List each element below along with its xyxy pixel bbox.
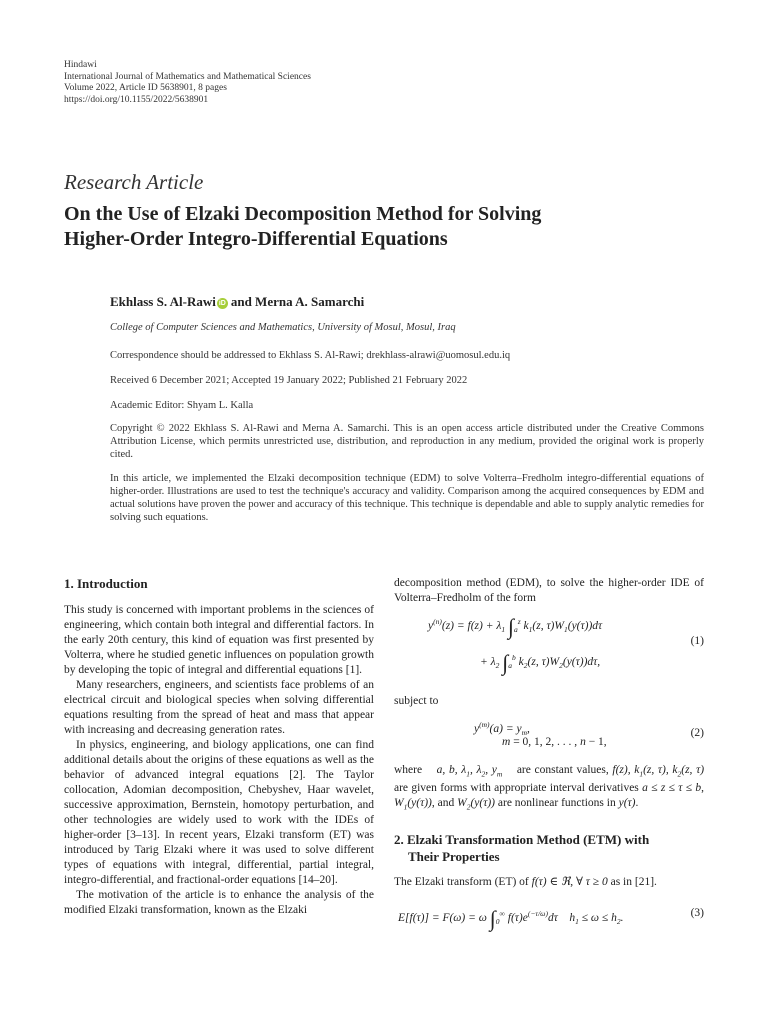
title-line-2: Higher-Order Integro-Differential Equations bbox=[64, 228, 448, 250]
et-intro-text-2: as in [21]. bbox=[610, 875, 657, 888]
et-intro: The Elzaki transform (ET) of f(τ) ∈ ℜ, ∀ τ ≥ 0 as in [21]. bbox=[394, 875, 657, 888]
authors bbox=[110, 294, 364, 310]
et-intro-text: The Elzaki transform (ET) of bbox=[394, 875, 529, 888]
edm-paragraph: decomposition method (EDM), to solve the higher-order IDE of Volterra–Fredholm of the form bbox=[394, 577, 704, 604]
where-text-1: are constant values, bbox=[516, 764, 609, 776]
subject-to-label: subject to bbox=[394, 695, 439, 707]
academic-editor: Academic Editor: Shyam L. Kalla bbox=[110, 400, 254, 411]
where-text-3: are nonlinear functions in bbox=[497, 797, 616, 810]
author-rest[interactable]: and Merna A. Samarchi bbox=[230, 294, 365, 309]
article-title bbox=[64, 202, 704, 252]
intro-paragraph-3: In physics, engineering, and biology applications, one can find additional details about the origins of these equations as well as the behavior of advanced integral equations [2]. The Taylor collocation, Adomian decomposition, Chebyshev, Haar wavelet, successive approximation, Bernstein, homotopy perturbation, and other technologies are widely used to work with the IDEs of higher-order [3–13]. In recent years, Elzaki transform (ET) was introduced by Tarig Elzaki where it was used to solve different types of equations with integral, differential, partial integral, integro-differential, and fractional-order equations [14–20]. bbox=[64, 739, 374, 886]
equation-3: E[f(τ)] = F(ω) = ω $\int_0^\infty$ $f(\tau)e^{(-\tau/\omega)}d\tau$ $h_1 \le \omega \le h_2$. (3) bbox=[398, 905, 704, 931]
abstract: In this article, we implemented the Elzaki decomposition technique (EDM) to solve Volterra–Fredholm integro-differential equations of higher-order. Illustrations are used to test the technique's accuracy and validity. Comparison among the acquired consequences by EDM and actual solutions have proven the power and accuracy of this technique. This technique is dependable and able to supply analytic remedies for solving such equations. bbox=[110, 473, 704, 523]
title-line-1: On the Use of Elzaki Decomposition Method for Solving bbox=[64, 203, 542, 225]
intro-paragraph-4: The motivation of the article is to enhance the analysis of the modified Elzaki transformation, known as the Elzaki bbox=[64, 889, 374, 916]
dates: Received 6 December 2021; Accepted 19 January 2022; Published 21 February 2022 bbox=[110, 375, 468, 386]
doi-link[interactable]: https://doi.org/10.1155/2022/5638901 bbox=[64, 94, 209, 105]
orcid-icon[interactable]: iD bbox=[218, 300, 226, 307]
affiliation: College of Computer Sciences and Mathematics, University of Mosul, Mosul, Iraq bbox=[110, 322, 456, 333]
publisher: Hindawi bbox=[64, 60, 97, 70]
equation-3-number: (3) bbox=[690, 906, 704, 919]
article-type: Research Article bbox=[64, 170, 204, 194]
intro-paragraph-1: This study is concerned with important problems in the sciences of engineering, which contain both integral and differential factors. In the early 20th century, this kind of equation was first presented by Volterra, where he studied genetic influences on population growth by developing the topic of integral and differential equations [1]. bbox=[64, 604, 374, 676]
author-first[interactable]: Ekhlass S. Al-Rawi bbox=[110, 294, 216, 309]
equation-2: $y^{(m)}(a) = y_m$, m = 0, 1, 2, . . . , n − 1, (2) bbox=[474, 720, 704, 748]
correspondence: Correspondence should be addressed to Ekhlass S. Al-Rawi; drekhlass-alrawi@uomosul.edu.iq bbox=[110, 350, 511, 361]
journal-header bbox=[64, 60, 311, 106]
section-2-line-1: 2. Elzaki Transformation Method (ETM) with bbox=[394, 831, 650, 847]
where-text-2: are given forms with appropriate interval derivatives bbox=[394, 782, 639, 795]
copyright: Copyright © 2022 Ekhlass S. Al-Rawi and Merna A. Samarchi. This is an open access article distributed under the Creative Commons Attribution License, which permits unrestricted use, distribution, and reproduction in any medium, provided the original work is properly cited. bbox=[110, 423, 704, 460]
section-heading-introduction: 1. Introduction bbox=[64, 576, 148, 591]
section-heading-elzaki bbox=[394, 831, 704, 865]
equation-1-number: (1) bbox=[690, 635, 704, 647]
equation-1: $y^{(n)}(z) = f(z) + \lambda_1$ $\int_a^z$ $k_1(z$, $\tau)W_1(y(\tau))d\tau$ + $\lambda_2$ $\int_a^b$ $k_2(z$, $\tau)W_2(y(\tau))d\tau$, (1) bbox=[428, 613, 704, 675]
journal-name: International Journal of Mathematics and Mathematical Sciences bbox=[64, 71, 311, 82]
equation-2-number: (2) bbox=[690, 727, 704, 739]
volume-info: Volume 2022, Article ID 5638901, 8 pages bbox=[64, 83, 227, 93]
section-2-line-2: Their Properties bbox=[408, 848, 500, 864]
where-paragraph: where a, b, $\lambda_1$, $\lambda_2$, $y_m$ are constant values, f(z), $k_1(z$, τ), $k_2(z$, τ) are given forms with appropriate interval derivatives a ≤ z ≤ τ ≤ b, $W_1(y(\tau))$, and $W_2(y(\tau))$ are nonlinear functions in y(τ). bbox=[394, 764, 705, 812]
intro-paragraph-2: Many researchers, engineers, and scientists face problems of an electrical circuit and biological species when solving differential equations resulting from the spread of heat and mass that appear with increasing and decreasing generation rates. bbox=[64, 679, 374, 736]
right-column bbox=[394, 576, 704, 940]
left-column bbox=[64, 576, 374, 918]
